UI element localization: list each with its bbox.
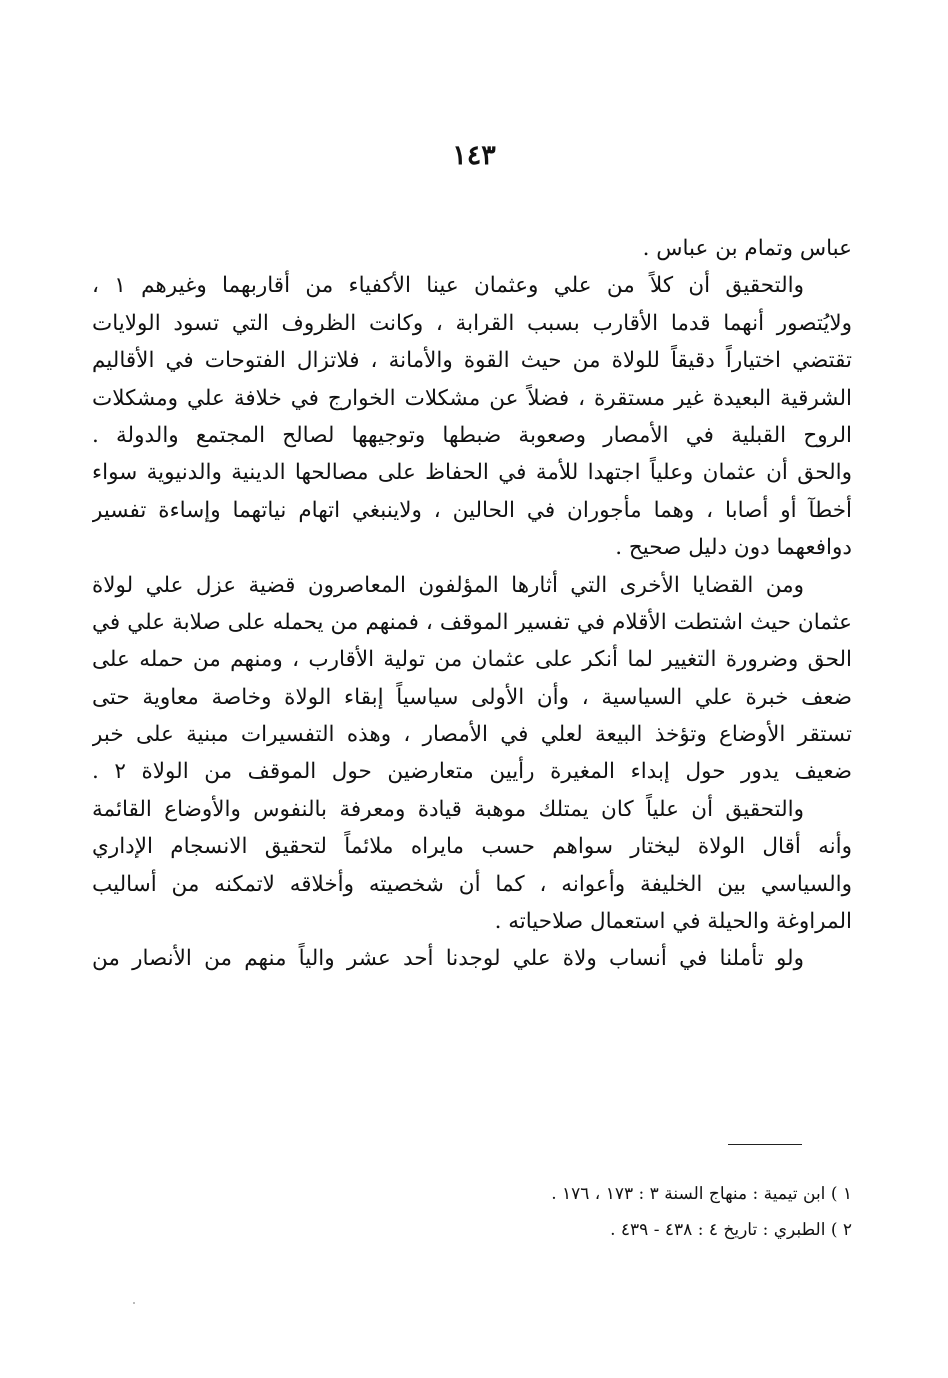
text-line: والحق أن عثمان وعلياً اجتهدا للأمة في الحفاظ على مصالحها الدينية والدنيوية سواء — [92, 460, 852, 486]
text-line: ضعف خبرة علي السياسية ، وأن الأولى سياسياً إبقاء الولاة وخاصة معاوية حتى — [92, 684, 852, 710]
text-line: عباس وتمام بن عباس . — [642, 236, 852, 261]
text-line: الشرقية البعيدة غير مستقرة ، فضلاً عن مشكلات الخوارج في خلافة علي ومشكلات — [92, 385, 852, 411]
text-line: الروح القبلية في الأمصار وصعوبة ضبطها وتوجيهها لصالح المجتمع والدولة . — [92, 422, 852, 448]
text-line: ضعيف يدور حول إبداء المغيرة رأيين متعارضين حول الموقف من الولاة ٢ . — [92, 759, 852, 785]
footnote-2: ٢ ) الطبري : تاريخ ٤ : ٤٣٨ - ٤٣٩ . — [610, 1220, 852, 1240]
text-line: والتحقيق أن كلاً من علي وعثمان عينا الأكفياء من أقاربهما وغيرهم ١ ، — [92, 273, 804, 299]
text-line: تستقر الأوضاع وتؤخذ البيعة لعلي في الأمصار ، وهذه التفسيرات مبنية على خبر — [92, 722, 852, 748]
text-line: ولايُتصور أنهما قدما الأقارب بسبب القرابة ، وكانت الظروف التي تسود الولايات — [92, 310, 852, 336]
text-line: ومن القضايا الأخرى التي أثارها المؤلفون المعاصرون قضية عزل علي لولاة — [92, 572, 804, 598]
body-text — [92, 230, 852, 978]
footnote-divider — [728, 1144, 802, 1145]
footnote-1: ١ ) ابن تيمية : منهاج السنة ٣ : ١٧٣ ، ١٧٦ . — [551, 1184, 852, 1204]
text-line: ولو تأملنا في أنساب ولاة علي لوجدنا أحد عشر والياً منهم من الأنصار من — [92, 946, 804, 972]
footnotes — [420, 1176, 852, 1248]
text-line: والتحقيق أن علياً كان يمتلك موهبة قيادة ومعرفة بالنفوس والأوضاع القائمة — [92, 796, 804, 822]
text-line: دوافعهما دون دليل صحيح . — [615, 535, 852, 561]
page-number: ١٤٣ — [452, 140, 496, 171]
text-line: المراوغة والحيلة في استعمال صلاحياته . — [494, 909, 852, 935]
scan-speck — [133, 1302, 135, 1304]
text-line: أخطآ أو أصابا ، وهما مأجوران في الحالين ، ولاينبغي اتهام نياتهما وإساءة تفسير — [92, 497, 852, 523]
text-line: عثمان حيث اشتطت الأقلام في تفسير الموقف ، فمنهم من يحمله على صلابة علي في — [92, 609, 852, 635]
text-line: الحق وضرورة التغيير لما أنكر على عثمان من تولية الأقارب ، ومنهم من حمله على — [92, 647, 852, 673]
text-line: والسياسي بين الخليفة وأعوانه ، كما أن شخصيته وأخلاقه لاتمكنه من أساليب — [92, 871, 852, 897]
text-line: وأنه أقال الولاة ليختار سواهم حسب مايراه ملائماً لتحقيق الانسجام الإداري — [92, 834, 852, 860]
text-line: تقتضي اختياراً دقيقاً للولاة من حيث القوة والأمانة ، فلاتزال الفتوحات في الأقاليم — [92, 348, 852, 374]
